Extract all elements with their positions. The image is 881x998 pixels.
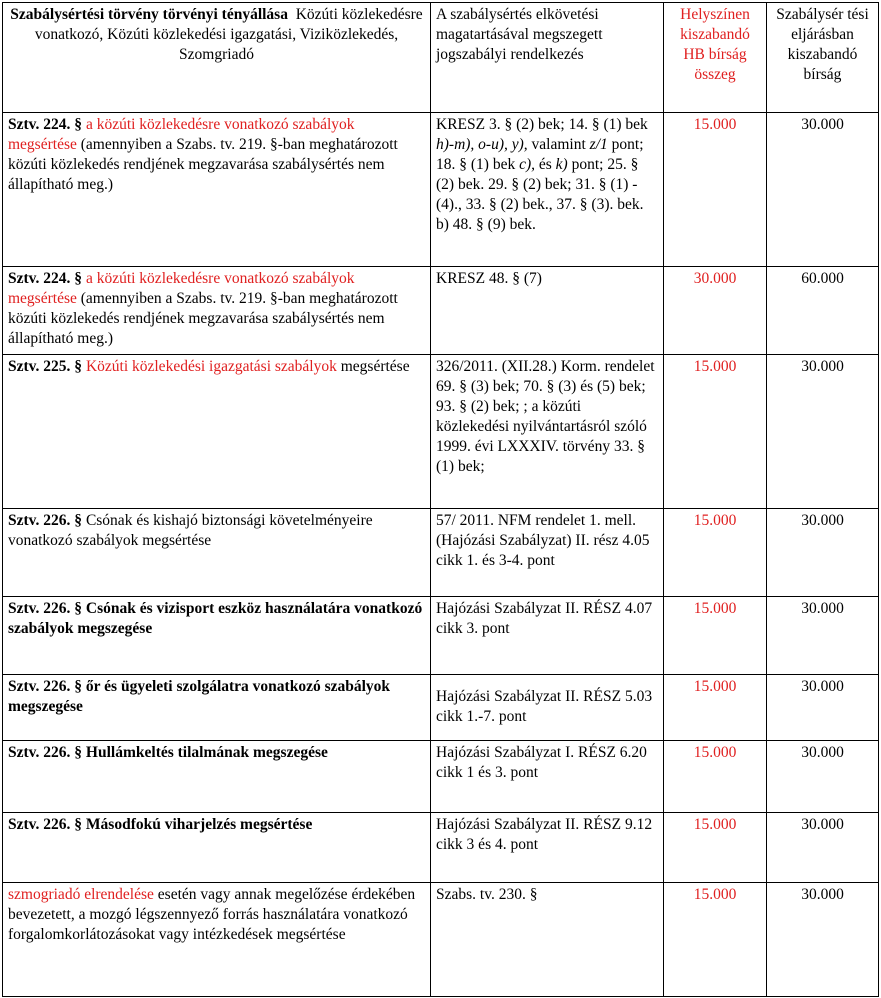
procedure-fine-amount: 30.000 (767, 355, 879, 509)
header-procedure-fine: Szabálysér tési eljárásban kiszabandó bírság (767, 3, 879, 113)
row-violated-provision (431, 675, 664, 741)
onsite-fine-amount: 15.000 (664, 597, 767, 675)
row-legal-basis: Sztv. 224. § a közúti közlekedésre vonatkozó szabályok megsértése (amennyiben a Szabs. tv. 219. §-ban meghatározott közúti közlekedés rendjének megzavarása szabálysértés nem állapítható meg.) (3, 113, 431, 267)
onsite-fine-amount: 15.000 (664, 813, 767, 883)
onsite-fine-amount: 15.000 (664, 509, 767, 597)
procedure-fine-amount: 30.000 (767, 113, 879, 267)
table-row (3, 355, 879, 509)
onsite-fine-amount: 15.000 (664, 675, 767, 741)
header-legal-basis: Szabálysértési törvény törvényi tényállása Közúti közlekedésre vonatkozó, Közúti közlekedési igazgatási, Viziközlekedés, Szomgriadó (3, 3, 431, 113)
onsite-fine-amount: 15.000 (664, 741, 767, 813)
fine-table (2, 2, 879, 997)
row-violated-provision: Hajózási Szabályzat II. RÉSZ 4.07 cikk 3. pont (431, 597, 664, 675)
table-row (3, 267, 879, 355)
header-row (3, 3, 879, 113)
provision-text: Hajózási Szabályzat II. RÉSZ 5.03 cikk 1.-7. pont (436, 688, 653, 725)
procedure-fine-amount: 60.000 (767, 267, 879, 355)
row-violated-provision: Hajózási Szabályzat II. RÉSZ 9.12 cikk 3 és 4. pont (431, 813, 664, 883)
onsite-fine-amount: 15.000 (664, 113, 767, 267)
row-violated-provision: KRESZ 48. § (7) (431, 267, 664, 355)
table-row (3, 883, 879, 997)
procedure-fine-amount: 30.000 (767, 813, 879, 883)
onsite-fine-amount: 15.000 (664, 355, 767, 509)
row-legal-basis: Sztv. 224. § a közúti közlekedésre vonatkozó szabályok megsértése (amennyiben a Szabs. tv. 219. §-ban meghatározott közúti közlekedés rendjének megzavarása szabálysértés nem állapítható meg.) (3, 267, 431, 355)
row-violated-provision: Hajózási Szabályzat I. RÉSZ 6.20 cikk 1 és 3. pont (431, 741, 664, 813)
row-legal-basis: Sztv. 226. § Csónak és kishajó biztonsági követelményeire vonatkozó szabályok megsértése (3, 509, 431, 597)
row-legal-basis: Sztv. 226. § őr és ügyeleti szolgálatra vonatkozó szabályok megszegése (3, 675, 431, 741)
onsite-fine-amount: 15.000 (664, 883, 767, 997)
procedure-fine-amount: 30.000 (767, 509, 879, 597)
row-violated-provision: 326/2011. (XII.28.) Korm. rendelet 69. § (3) bek; 70. § (3) és (5) bek; 93. § (2) bek; ; a közúti közlekedési nyilvántartásról szóló 1999. évi LXXXIV. törvény 33. § (1) bek; (431, 355, 664, 509)
table-row (3, 741, 879, 813)
table-row (3, 509, 879, 597)
header-onsite-fine: Helyszínen kiszabandó HB bírság összeg (664, 3, 767, 113)
row-legal-basis: Sztv. 226. § Másodfokú viharjelzés megsértése (3, 813, 431, 883)
table-row (3, 597, 879, 675)
row-legal-basis: szmogriadó elrendelése esetén vagy annak megelőzése érdekében bevezetett, a mozgó légszennyező forrás használatára vonatkozó forgalomkorlátozásokat vagy intézkedések megsértése (3, 883, 431, 997)
row-violated-provision: 57/ 2011. NFM rendelet 1. mell. (Hajózási Szabályzat) II. rész 4.05 cikk 1. és 3-4. pont (431, 509, 664, 597)
procedure-fine-amount: 30.000 (767, 597, 879, 675)
header-violated-provision: A szabálysértés elkövetési magatartásával megszegett jogszabályi rendelkezés (431, 3, 664, 113)
row-violated-provision: KRESZ 3. § (2) bek; 14. § (1) bek h)-m), o-u), y), valamint z/1 pont; 18. § (1) bek c), és k) pont; 25. § (2) bek. 29. § (2) bek; 31. § (1) - (4)., 33. § (2) bek., 37. § (3). bek. b) 48. § (9) bek. (431, 113, 664, 267)
row-legal-basis: Sztv. 226. § Csónak és vizisport eszköz használatára vonatkozó szabályok megszegése (3, 597, 431, 675)
table-row (3, 113, 879, 267)
table-row (3, 675, 879, 741)
procedure-fine-amount: 30.000 (767, 741, 879, 813)
onsite-fine-amount: 30.000 (664, 267, 767, 355)
table-row (3, 813, 879, 883)
row-legal-basis: Sztv. 226. § Hullámkeltés tilalmának megszegése (3, 741, 431, 813)
row-violated-provision: Szabs. tv. 230. § (431, 883, 664, 997)
row-legal-basis: Sztv. 225. § Közúti közlekedési igazgatási szabályok megsértése (3, 355, 431, 509)
procedure-fine-amount: 30.000 (767, 883, 879, 997)
procedure-fine-amount: 30.000 (767, 675, 879, 741)
